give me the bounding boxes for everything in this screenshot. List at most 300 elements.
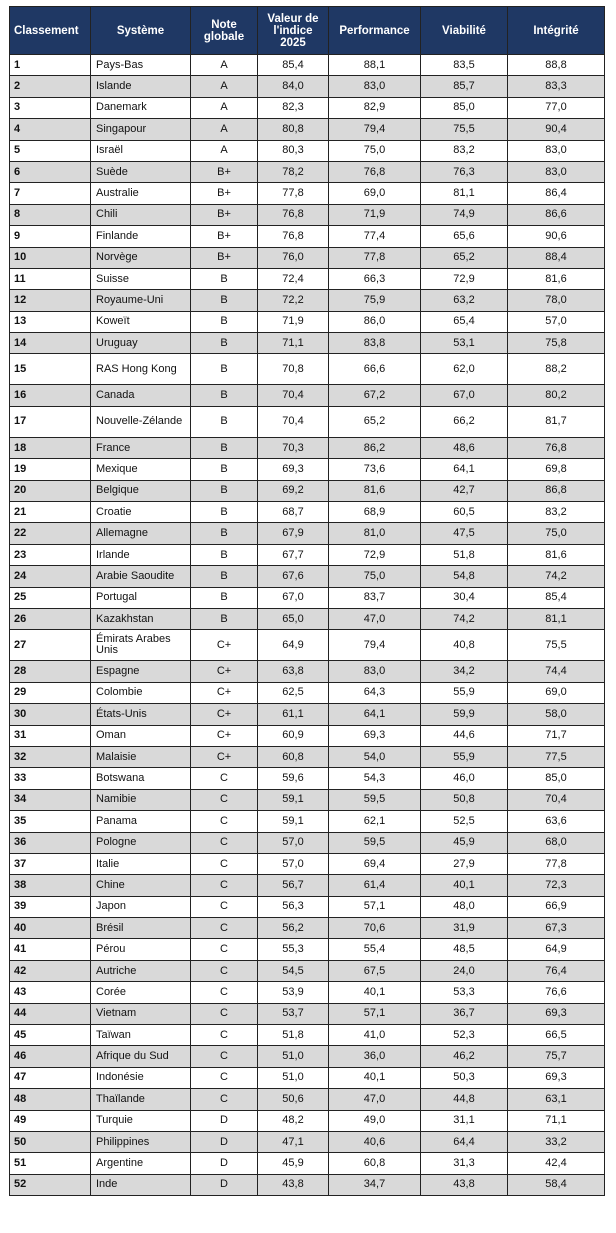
cell-performance: 83,0 xyxy=(329,661,421,682)
cell-integrity: 70,4 xyxy=(508,789,605,810)
table-row xyxy=(10,76,605,97)
cell-system: Chine xyxy=(91,875,191,896)
cell-integrity: 90,6 xyxy=(508,226,605,247)
cell-index: 59,1 xyxy=(258,811,329,832)
cell-system: Belgique xyxy=(91,480,191,501)
cell-viability: 24,0 xyxy=(421,960,508,981)
table-row xyxy=(10,290,605,311)
table-row xyxy=(10,1089,605,1110)
cell-rank: 47 xyxy=(10,1067,91,1088)
cell-viability: 74,2 xyxy=(421,608,508,629)
table-row xyxy=(10,661,605,682)
cell-index: 80,3 xyxy=(258,140,329,161)
cell-grade: C xyxy=(191,896,258,917)
cell-rank: 48 xyxy=(10,1089,91,1110)
cell-grade: A xyxy=(191,97,258,118)
cell-performance: 69,4 xyxy=(329,853,421,874)
table-row xyxy=(10,566,605,587)
cell-system: Oman xyxy=(91,725,191,746)
cell-system: Philippines xyxy=(91,1131,191,1152)
cell-viability: 74,9 xyxy=(421,204,508,225)
cell-performance: 83,8 xyxy=(329,333,421,354)
cell-grade: B xyxy=(191,480,258,501)
cell-integrity: 86,8 xyxy=(508,480,605,501)
cell-integrity: 42,4 xyxy=(508,1153,605,1174)
cell-grade: B xyxy=(191,459,258,480)
cell-viability: 40,1 xyxy=(421,875,508,896)
cell-viability: 27,9 xyxy=(421,853,508,874)
cell-viability: 43,8 xyxy=(421,1174,508,1195)
cell-rank: 29 xyxy=(10,682,91,703)
cell-integrity: 75,8 xyxy=(508,333,605,354)
cell-grade: B xyxy=(191,544,258,565)
cell-rank: 39 xyxy=(10,896,91,917)
cell-rank: 14 xyxy=(10,333,91,354)
cell-integrity: 71,7 xyxy=(508,725,605,746)
table-row xyxy=(10,832,605,853)
cell-viability: 85,7 xyxy=(421,76,508,97)
cell-system: Nouvelle-Zélande xyxy=(91,406,191,437)
cell-grade: B xyxy=(191,268,258,289)
cell-grade: C xyxy=(191,960,258,981)
cell-integrity: 86,4 xyxy=(508,183,605,204)
cell-rank: 24 xyxy=(10,566,91,587)
cell-index: 71,9 xyxy=(258,311,329,332)
pension-index-ranking-table xyxy=(9,6,605,1196)
cell-performance: 34,7 xyxy=(329,1174,421,1195)
cell-performance: 59,5 xyxy=(329,789,421,810)
cell-viability: 85,0 xyxy=(421,97,508,118)
table-row xyxy=(10,789,605,810)
cell-performance: 57,1 xyxy=(329,896,421,917)
cell-viability: 31,3 xyxy=(421,1153,508,1174)
cell-system: Vietnam xyxy=(91,1003,191,1024)
cell-rank: 46 xyxy=(10,1046,91,1067)
cell-viability: 34,2 xyxy=(421,661,508,682)
cell-viability: 31,9 xyxy=(421,918,508,939)
cell-system: RAS Hong Kong xyxy=(91,354,191,385)
cell-viability: 50,8 xyxy=(421,789,508,810)
cell-rank: 42 xyxy=(10,960,91,981)
cell-integrity: 81,6 xyxy=(508,268,605,289)
cell-performance: 86,0 xyxy=(329,311,421,332)
header-rank: Classement xyxy=(10,7,91,55)
cell-viability: 31,1 xyxy=(421,1110,508,1131)
cell-viability: 60,5 xyxy=(421,502,508,523)
cell-performance: 81,0 xyxy=(329,523,421,544)
cell-grade: C xyxy=(191,875,258,896)
cell-performance: 68,9 xyxy=(329,502,421,523)
cell-index: 50,6 xyxy=(258,1089,329,1110)
cell-index: 51,8 xyxy=(258,1025,329,1046)
cell-index: 72,4 xyxy=(258,268,329,289)
table-row xyxy=(10,853,605,874)
cell-grade: C+ xyxy=(191,630,258,661)
cell-viability: 48,0 xyxy=(421,896,508,917)
table-row xyxy=(10,385,605,406)
cell-integrity: 58,0 xyxy=(508,704,605,725)
cell-grade: C xyxy=(191,1046,258,1067)
cell-performance: 66,3 xyxy=(329,268,421,289)
header-system: Système xyxy=(91,7,191,55)
cell-performance: 70,6 xyxy=(329,918,421,939)
cell-index: 67,0 xyxy=(258,587,329,608)
cell-grade: C xyxy=(191,789,258,810)
cell-viability: 52,3 xyxy=(421,1025,508,1046)
cell-system: Islande xyxy=(91,76,191,97)
cell-rank: 25 xyxy=(10,587,91,608)
cell-grade: C xyxy=(191,1025,258,1046)
table-row xyxy=(10,480,605,501)
cell-rank: 28 xyxy=(10,661,91,682)
cell-rank: 7 xyxy=(10,183,91,204)
cell-performance: 66,6 xyxy=(329,354,421,385)
cell-integrity: 81,7 xyxy=(508,406,605,437)
cell-performance: 54,0 xyxy=(329,746,421,767)
table-row xyxy=(10,918,605,939)
cell-viability: 66,2 xyxy=(421,406,508,437)
cell-index: 76,8 xyxy=(258,226,329,247)
cell-system: Malaisie xyxy=(91,746,191,767)
cell-grade: B xyxy=(191,608,258,629)
cell-integrity: 69,3 xyxy=(508,1067,605,1088)
header-row xyxy=(10,7,605,55)
cell-integrity: 85,0 xyxy=(508,768,605,789)
cell-viability: 64,4 xyxy=(421,1131,508,1152)
cell-grade: C+ xyxy=(191,661,258,682)
cell-performance: 67,5 xyxy=(329,960,421,981)
cell-viability: 83,5 xyxy=(421,55,508,76)
cell-viability: 76,3 xyxy=(421,161,508,182)
cell-system: Irlande xyxy=(91,544,191,565)
table-row xyxy=(10,725,605,746)
cell-system: France xyxy=(91,437,191,458)
cell-system: Canada xyxy=(91,385,191,406)
cell-grade: B xyxy=(191,290,258,311)
cell-system: Suisse xyxy=(91,268,191,289)
cell-viability: 40,8 xyxy=(421,630,508,661)
cell-integrity: 88,2 xyxy=(508,354,605,385)
cell-integrity: 75,0 xyxy=(508,523,605,544)
cell-grade: C xyxy=(191,832,258,853)
cell-grade: D xyxy=(191,1153,258,1174)
cell-viability: 81,1 xyxy=(421,183,508,204)
cell-performance: 57,1 xyxy=(329,1003,421,1024)
cell-system: Botswana xyxy=(91,768,191,789)
cell-rank: 34 xyxy=(10,789,91,810)
cell-grade: B+ xyxy=(191,226,258,247)
cell-performance: 47,0 xyxy=(329,608,421,629)
cell-integrity: 76,8 xyxy=(508,437,605,458)
cell-viability: 75,5 xyxy=(421,119,508,140)
cell-rank: 50 xyxy=(10,1131,91,1152)
table-row xyxy=(10,437,605,458)
cell-system: Allemagne xyxy=(91,523,191,544)
cell-integrity: 77,5 xyxy=(508,746,605,767)
cell-system: Portugal xyxy=(91,587,191,608)
cell-viability: 44,8 xyxy=(421,1089,508,1110)
cell-integrity: 81,6 xyxy=(508,544,605,565)
header-index: Valeur de l'indice 2025 xyxy=(258,7,329,55)
cell-viability: 46,2 xyxy=(421,1046,508,1067)
cell-index: 55,3 xyxy=(258,939,329,960)
cell-integrity: 86,6 xyxy=(508,204,605,225)
cell-viability: 59,9 xyxy=(421,704,508,725)
cell-viability: 46,0 xyxy=(421,768,508,789)
cell-index: 67,7 xyxy=(258,544,329,565)
table-row xyxy=(10,1003,605,1024)
cell-integrity: 71,1 xyxy=(508,1110,605,1131)
cell-integrity: 33,2 xyxy=(508,1131,605,1152)
cell-integrity: 72,3 xyxy=(508,875,605,896)
table-row xyxy=(10,268,605,289)
cell-performance: 64,3 xyxy=(329,682,421,703)
cell-integrity: 83,0 xyxy=(508,161,605,182)
cell-integrity: 83,3 xyxy=(508,76,605,97)
cell-system: Autriche xyxy=(91,960,191,981)
table-row xyxy=(10,226,605,247)
cell-rank: 37 xyxy=(10,853,91,874)
cell-integrity: 63,1 xyxy=(508,1089,605,1110)
cell-index: 82,3 xyxy=(258,97,329,118)
table-row xyxy=(10,204,605,225)
cell-performance: 83,0 xyxy=(329,76,421,97)
cell-viability: 52,5 xyxy=(421,811,508,832)
cell-performance: 67,2 xyxy=(329,385,421,406)
header-integrity: Intégrité xyxy=(508,7,605,55)
cell-performance: 73,6 xyxy=(329,459,421,480)
table-row xyxy=(10,523,605,544)
cell-grade: B xyxy=(191,502,258,523)
cell-integrity: 75,7 xyxy=(508,1046,605,1067)
cell-performance: 77,4 xyxy=(329,226,421,247)
cell-grade: B xyxy=(191,566,258,587)
cell-index: 54,5 xyxy=(258,960,329,981)
cell-performance: 81,6 xyxy=(329,480,421,501)
header-grade: Note globale xyxy=(191,7,258,55)
cell-rank: 31 xyxy=(10,725,91,746)
cell-system: Espagne xyxy=(91,661,191,682)
cell-viability: 48,6 xyxy=(421,437,508,458)
table-row xyxy=(10,939,605,960)
cell-performance: 65,2 xyxy=(329,406,421,437)
table-row xyxy=(10,333,605,354)
cell-index: 51,0 xyxy=(258,1046,329,1067)
cell-system: Italie xyxy=(91,853,191,874)
cell-index: 77,8 xyxy=(258,183,329,204)
cell-integrity: 88,8 xyxy=(508,55,605,76)
cell-performance: 64,1 xyxy=(329,704,421,725)
cell-grade: B xyxy=(191,406,258,437)
cell-integrity: 64,9 xyxy=(508,939,605,960)
cell-performance: 83,7 xyxy=(329,587,421,608)
cell-rank: 35 xyxy=(10,811,91,832)
cell-integrity: 76,4 xyxy=(508,960,605,981)
cell-index: 47,1 xyxy=(258,1131,329,1152)
table-row xyxy=(10,587,605,608)
cell-performance: 69,0 xyxy=(329,183,421,204)
cell-grade: B xyxy=(191,587,258,608)
table-row xyxy=(10,119,605,140)
cell-integrity: 63,6 xyxy=(508,811,605,832)
cell-system: Thaïlande xyxy=(91,1089,191,1110)
cell-performance: 75,0 xyxy=(329,566,421,587)
cell-rank: 18 xyxy=(10,437,91,458)
cell-integrity: 69,3 xyxy=(508,1003,605,1024)
cell-system: Argentine xyxy=(91,1153,191,1174)
cell-grade: B xyxy=(191,354,258,385)
cell-integrity: 75,5 xyxy=(508,630,605,661)
cell-rank: 26 xyxy=(10,608,91,629)
cell-grade: A xyxy=(191,140,258,161)
cell-integrity: 66,5 xyxy=(508,1025,605,1046)
cell-grade: B xyxy=(191,333,258,354)
table-row xyxy=(10,1131,605,1152)
cell-integrity: 83,2 xyxy=(508,502,605,523)
cell-system: Arabie Saoudite xyxy=(91,566,191,587)
cell-grade: B xyxy=(191,311,258,332)
table-row xyxy=(10,1025,605,1046)
cell-rank: 30 xyxy=(10,704,91,725)
table-row xyxy=(10,1174,605,1195)
cell-system: Singapour xyxy=(91,119,191,140)
cell-viability: 54,8 xyxy=(421,566,508,587)
cell-index: 76,0 xyxy=(258,247,329,268)
cell-grade: C+ xyxy=(191,704,258,725)
cell-system: Croatie xyxy=(91,502,191,523)
cell-viability: 62,0 xyxy=(421,354,508,385)
cell-rank: 17 xyxy=(10,406,91,437)
cell-integrity: 80,2 xyxy=(508,385,605,406)
cell-system: États-Unis xyxy=(91,704,191,725)
cell-integrity: 85,4 xyxy=(508,587,605,608)
cell-rank: 40 xyxy=(10,918,91,939)
cell-grade: C+ xyxy=(191,746,258,767)
cell-viability: 30,4 xyxy=(421,587,508,608)
table-row xyxy=(10,875,605,896)
table-row xyxy=(10,682,605,703)
cell-rank: 19 xyxy=(10,459,91,480)
cell-viability: 55,9 xyxy=(421,682,508,703)
ranking-table-container xyxy=(9,6,604,1196)
cell-viability: 53,1 xyxy=(421,333,508,354)
table-row xyxy=(10,896,605,917)
cell-index: 63,8 xyxy=(258,661,329,682)
cell-viability: 64,1 xyxy=(421,459,508,480)
cell-system: Panama xyxy=(91,811,191,832)
cell-index: 71,1 xyxy=(258,333,329,354)
cell-index: 64,9 xyxy=(258,630,329,661)
cell-system: Chili xyxy=(91,204,191,225)
cell-integrity: 57,0 xyxy=(508,311,605,332)
cell-system: Israël xyxy=(91,140,191,161)
cell-system: Corée xyxy=(91,982,191,1003)
cell-index: 78,2 xyxy=(258,161,329,182)
cell-integrity: 66,9 xyxy=(508,896,605,917)
cell-performance: 82,9 xyxy=(329,97,421,118)
cell-rank: 4 xyxy=(10,119,91,140)
cell-rank: 3 xyxy=(10,97,91,118)
cell-integrity: 88,4 xyxy=(508,247,605,268)
cell-index: 60,9 xyxy=(258,725,329,746)
cell-viability: 36,7 xyxy=(421,1003,508,1024)
cell-system: Koweït xyxy=(91,311,191,332)
table-row xyxy=(10,704,605,725)
cell-viability: 50,3 xyxy=(421,1067,508,1088)
cell-grade: D xyxy=(191,1174,258,1195)
cell-system: Danemark xyxy=(91,97,191,118)
cell-performance: 76,8 xyxy=(329,161,421,182)
cell-rank: 38 xyxy=(10,875,91,896)
table-row xyxy=(10,55,605,76)
cell-rank: 51 xyxy=(10,1153,91,1174)
cell-grade: B xyxy=(191,437,258,458)
cell-grade: B+ xyxy=(191,161,258,182)
table-row xyxy=(10,502,605,523)
cell-system: Taïwan xyxy=(91,1025,191,1046)
table-row xyxy=(10,768,605,789)
cell-rank: 1 xyxy=(10,55,91,76)
cell-viability: 67,0 xyxy=(421,385,508,406)
cell-rank: 22 xyxy=(10,523,91,544)
cell-viability: 63,2 xyxy=(421,290,508,311)
cell-rank: 27 xyxy=(10,630,91,661)
cell-index: 57,0 xyxy=(258,853,329,874)
cell-performance: 55,4 xyxy=(329,939,421,960)
table-row xyxy=(10,97,605,118)
cell-rank: 9 xyxy=(10,226,91,247)
table-row xyxy=(10,811,605,832)
cell-performance: 72,9 xyxy=(329,544,421,565)
cell-index: 65,0 xyxy=(258,608,329,629)
cell-grade: C xyxy=(191,1003,258,1024)
cell-grade: B+ xyxy=(191,183,258,204)
cell-index: 60,8 xyxy=(258,746,329,767)
cell-index: 69,2 xyxy=(258,480,329,501)
cell-index: 69,3 xyxy=(258,459,329,480)
table-row xyxy=(10,544,605,565)
cell-index: 70,4 xyxy=(258,406,329,437)
cell-grade: C xyxy=(191,1067,258,1088)
cell-grade: D xyxy=(191,1131,258,1152)
cell-system: Inde xyxy=(91,1174,191,1195)
cell-integrity: 81,1 xyxy=(508,608,605,629)
cell-grade: B+ xyxy=(191,247,258,268)
cell-grade: C xyxy=(191,811,258,832)
cell-system: Brésil xyxy=(91,918,191,939)
table-row xyxy=(10,311,605,332)
cell-system: Norvège xyxy=(91,247,191,268)
table-row xyxy=(10,459,605,480)
cell-performance: 75,0 xyxy=(329,140,421,161)
cell-performance: 77,8 xyxy=(329,247,421,268)
cell-rank: 49 xyxy=(10,1110,91,1131)
cell-index: 67,9 xyxy=(258,523,329,544)
cell-grade: A xyxy=(191,76,258,97)
cell-index: 45,9 xyxy=(258,1153,329,1174)
cell-performance: 40,1 xyxy=(329,982,421,1003)
cell-rank: 20 xyxy=(10,480,91,501)
cell-rank: 11 xyxy=(10,268,91,289)
cell-rank: 41 xyxy=(10,939,91,960)
cell-grade: C xyxy=(191,982,258,1003)
cell-performance: 88,1 xyxy=(329,55,421,76)
cell-grade: C xyxy=(191,1089,258,1110)
cell-system: Turquie xyxy=(91,1110,191,1131)
cell-index: 68,7 xyxy=(258,502,329,523)
cell-index: 67,6 xyxy=(258,566,329,587)
cell-integrity: 83,0 xyxy=(508,140,605,161)
